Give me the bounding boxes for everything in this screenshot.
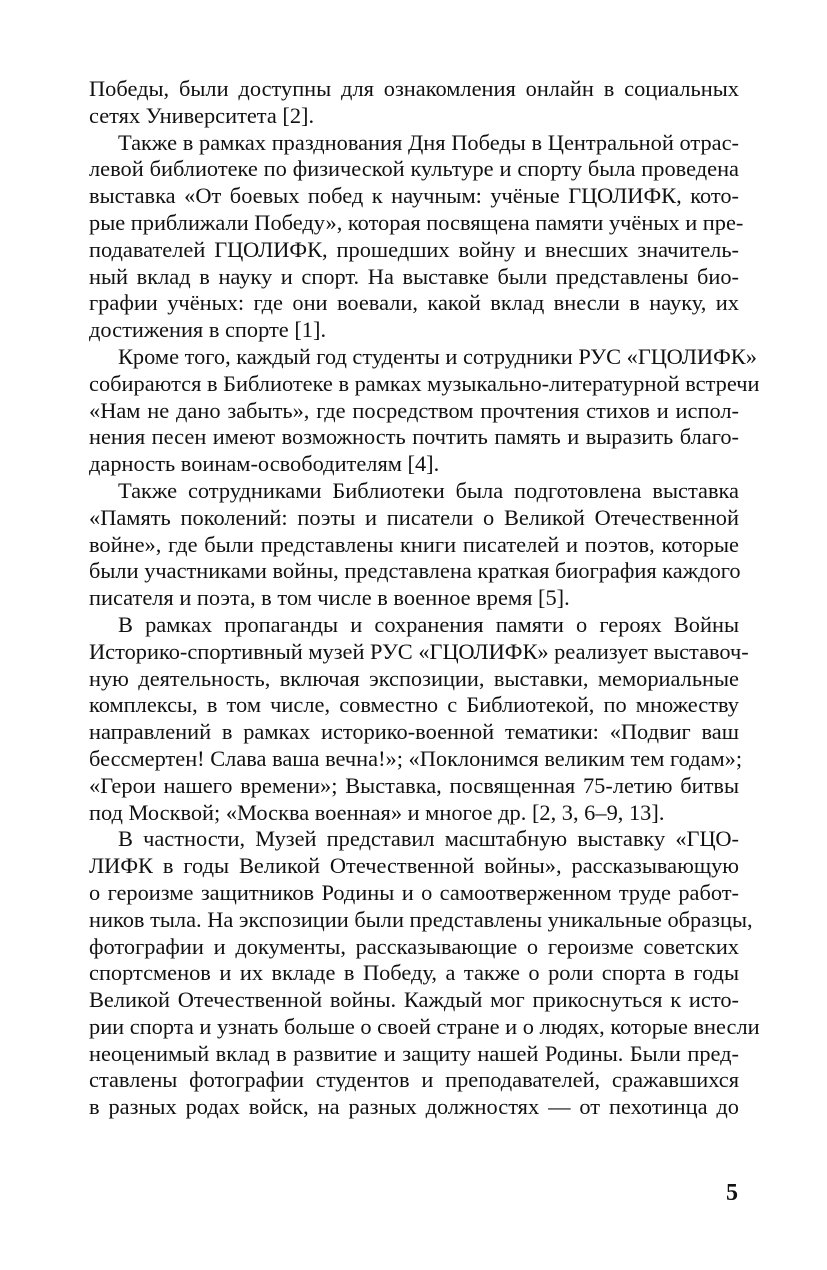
paragraph xyxy=(89,76,739,130)
text-line: В частности, Музей представил масштабную выставку «ГЦО- xyxy=(118,826,739,852)
text-line: неоценимый вклад в развитие и защиту нашей Родины. Были пред- xyxy=(89,1040,739,1066)
text-line: «Нам не дано забыть», где посредством прочтения стихов и испол- xyxy=(89,397,739,423)
text-line: В рамках пропаганды и сохранения памяти о героях Войны xyxy=(118,611,739,637)
text-line: ников тыла. На экспозиции были представлены уникальные образцы, xyxy=(89,906,753,932)
text-line: Кроме того, каждый год студенты и сотрудники РУС «ГЦОЛИФК» xyxy=(118,343,757,369)
paragraph xyxy=(89,826,760,1121)
text-line: достижения в спорте [1]. xyxy=(89,317,327,343)
text-line: бессмертен! Слава ваша вечна!»; «Поклонимся великим тем годам»; xyxy=(89,745,743,771)
text-line: собираются в Библиотеке в рамках музыкально-литературной встречи xyxy=(89,370,760,396)
text-line: графии учёных: где они воевали, какой вклад внесли в науку, их xyxy=(89,290,739,316)
page-body xyxy=(89,76,760,1121)
text-line: в разных родах войск, на разных должностях — от пехотинца до xyxy=(89,1094,739,1120)
text-line: «Память поколений: поэты и писатели о Великой Отечественной xyxy=(89,504,739,530)
text-line: нения песен имеют возможность почтить память и выразить благо- xyxy=(89,424,739,450)
text-line: комплексы, в том числе, совместно с Библиотекой, по множеству xyxy=(89,692,739,718)
text-line: были участниками войны, представлена краткая биография каждого xyxy=(89,558,741,584)
text-line: сетях Университета [2]. xyxy=(89,102,315,128)
text-line: о героизме защитников Родины и о самоотверженном труде работ- xyxy=(89,879,739,905)
text-line: под Москвой; «Москва военная» и многое др. [2, 3, 6–9, 13]. xyxy=(89,799,665,825)
paragraph xyxy=(89,478,739,612)
paragraph xyxy=(89,611,749,826)
text-line: выставка «От боевых побед к научным: учёные ГЦОЛИФК, кото- xyxy=(89,183,739,209)
text-line: Также сотрудниками Библиотеки была подготовлена выставка xyxy=(118,477,739,503)
text-line: Победы, были доступны для ознакомления онлайн в социальных xyxy=(89,76,739,101)
text-line: спортсменов и их вкладе в Победу, а также о роли спорта в годы xyxy=(89,960,739,986)
text-line: «Герои нашего времени»; Выставка, посвященная 75-летию битвы xyxy=(89,772,739,798)
text-line: левой библиотеке по физической культуре и спорту была проведена xyxy=(89,156,739,182)
text-line: фотографии и документы, рассказывающие о героизме советских xyxy=(89,933,739,959)
text-line: ный вклад в науку и спорт. На выставке были представлены био- xyxy=(89,263,739,289)
text-line: ставлены фотографии студентов и преподавателей, сражавшихся xyxy=(89,1067,739,1093)
paragraph xyxy=(89,129,744,344)
text-line: рии спорта и узнать больше о своей стране и о людях, которые внесли xyxy=(89,1013,760,1039)
paragraph xyxy=(89,343,760,478)
text-line: направлений в рамках историко-военной тематики: «Подвиг ваш xyxy=(89,719,739,745)
text-line: Также в рамках празднования Дня Победы в Центральной отрас- xyxy=(118,129,739,155)
text-line: ную деятельность, включая экспозиции, выставки, мемориальные xyxy=(89,665,739,691)
text-line: писателя и поэта, в том числе в военное время [5]. xyxy=(89,585,570,611)
text-line: ЛИФК в годы Великой Отечественной войны», рассказывающую xyxy=(89,853,739,879)
text-line: подавателей ГЦОЛИФК, прошедших войну и внесших значитель- xyxy=(89,236,739,262)
text-line: Великой Отечественной войны. Каждый мог прикоснуться к исто- xyxy=(89,987,739,1013)
text-line: дарность воинам-освободителям [4]. xyxy=(89,451,440,477)
page-number: 5 xyxy=(726,1180,738,1206)
text-line: Историко-спортивный музей РУС «ГЦОЛИФК» реализует выставоч- xyxy=(89,638,749,664)
text-line: рые приближали Победу», которая посвящена памяти учёных и пре- xyxy=(89,209,744,235)
text-line: войне», где были представлены книги писателей и поэтов, которые xyxy=(89,531,739,557)
